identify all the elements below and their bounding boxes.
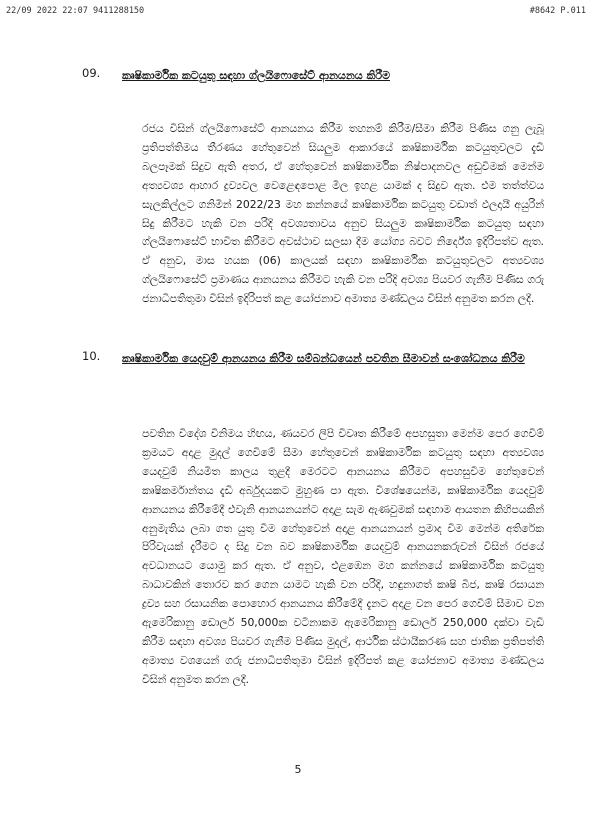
section-09-body: රජය විසින් ග්ලයිෆොසේට් ආනයනය කිරීම තහනම් කිරීම/සීමා කිරීම පිණිස ගනු ලැබූ ප්‍රතිපත්තිමය තීරණය හේතුවෙන් සියලුම ආකාරයේ කෘෂිකාර්මික කටයුතුවලට දැඩි බලපෑමක් සිදුව ඇති අතර, ඒ හේතුවෙන් කෘෂිකාර්මික නිෂ්පාදනවල අඩුවීමක් මෙන්ම අත්‍යවශ්‍ය ආහාර ද්‍රව්‍යවල වෙළෙඳපොළ මිල ඉහළ යාමක් ද සිදුව ඇත. එම තත්ත්වය සැලකිල්ලට ගනිමින් 2022/23 මහ කන්නයේ කෘෂිකාර්මික කටයුතු වඩාත් ඵලදායී අයුරින් සිදු කිරීමට හැකි වන පරිදි අවශ්‍යතාවය අනුව සියලුම කෘෂිකාර්මික කටයුතු සඳහා ග්ලයිෆොසේට් භාවිත කිරීමට අවස්ථාව සලසා දීම යෝග්‍ය බවට නිර්දේශ ඉදිරිපත්ව ඇත. ඒ අනුව, මාස හයක (06) කාලයක් සඳහා කෘෂිකාර්මික කටයුතුවලට අත්‍යවශ්‍ය ග්ලයිෆොසේට් ප්‍රමාණය ආනයනය කිරීමට හැකි වන පරිදි අවශ්‍ය පියවර ගැනීම පිණිස ගරු ජනාධිපතිතුමා විසින් ඉදිරිපත් කළ යෝජනාව අමාත්‍ය මණ්ඩලය විසින් අනුමත කරන ලදී. <box>142 122 544 306</box>
fax-header-page-ref: #8642 P.011 <box>529 6 586 16</box>
page-number: 5 <box>294 763 302 776</box>
section-09-heading <box>82 66 556 85</box>
section-09-title: කෘෂිකාර්මික කටයුතු සඳහා ග්ලයිෆොසේට් ආනයනය කිරීම <box>122 69 390 82</box>
section-10-heading <box>82 349 556 368</box>
fax-header <box>6 6 586 16</box>
section-10-body: පවතින විදේශ විනිමය හිඟය, ණයවර ලිපි විවෘත කිරීමේ අපහසුතා මෙන්ම පෙර ගෙවීම් ක්‍රමයට අදාළ මුදල් ගෙවීමේ සීමා හේතුවෙන් කෘෂිකාර්මික කටයුතු සඳහා අත්‍යවශ්‍ය යෙදවුම් නියමිත කාලය තුළදී මෙරටට ආනයනය කිරීමට අපහසුවීම හේතුවෙන් කෘෂිකර්මාන්තය දැඩි අර්බුදයකට මුහුණ පා ඇත. විශේෂයෙන්ම, කෘෂිකාර්මික යෙදවුම් ආනයනය කිරීමේදී එවැනි ආනයනයන්ට අදාළ සැම ඇණවුමක් සඳහාම ආයතන කිහිපයකින් අනුමැතිය ලබා ගත යුතු වීම හේතුවෙන් අදාළ ආනයනයන් ප්‍රමාද වීම මෙන්ම අතිරේක පිරිවැයක් දැරීමට ද සිදු වන බව කෘෂිකාර්මික යෙදවුම් ආනයනකරුවන් විසින් රජයේ අවධානයට යොමු කර ඇත. ඒ අනුව, එළඹෙන මහ කන්නයේ කෘෂිකාර්මික කටයුතු බාධාවකින් තොරව කර ගෙන යාමට හැකි වන පරිදි, හඳුනාගත් කෘෂි බීජ, කෘෂි රසායන ද්‍රව්‍ය සහ රසායනික පොහොර ආනයනය කිරීමේදී දැනට අදාළ වන පෙර ගෙවීම් සීමාව වන ඇමෙරිකානු ඩොලර් 50,000ක වටිනාකම ඇමෙරිකානු ඩොලර් 250,000 දක්වා වැඩි කිරීම සඳහා අවශ්‍ය පියවර ගැනීම පිණිස මුදල්, ආර්ථික ස්ථායීකරණ සහ ජාතික ප්‍රතිපත්ති අමාත්‍ය වශයෙන් ගරු ජනාධිපතිතුමා විසින් ඉදිරිපත් කළ යෝජනාව අමාත්‍ය මණ්ඩලය විසින් අනුමත කරන ලදී. <box>142 427 544 686</box>
fax-header-timestamp: 22/09 2022 22:07 9411288150 <box>6 6 145 16</box>
section-10-title: කෘෂිකාර්මික යෙදවුම් ආනයනය කිරීම සම්බන්ධයෙන් පවතින සීමාවන් සංශෝධනය කිරීම <box>122 352 525 365</box>
section-10-number: 10. <box>82 349 101 363</box>
section-09-number: 09. <box>82 66 101 80</box>
